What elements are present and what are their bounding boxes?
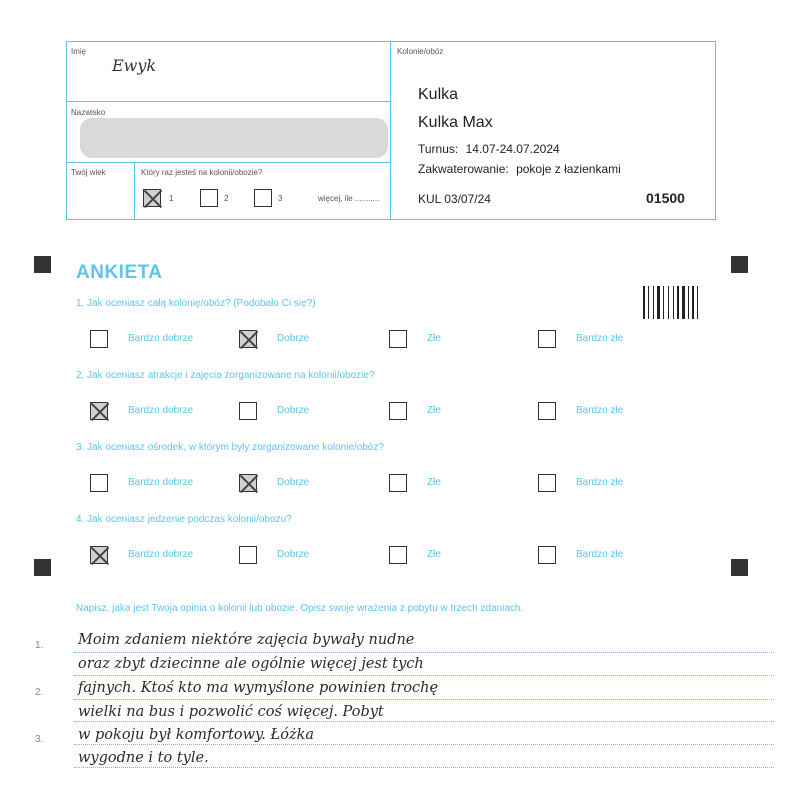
handwritten-comment-line: wygodne i to tyle. — [78, 750, 209, 766]
question-3-checkbox-3[interactable] — [389, 474, 407, 492]
times-option-2: 2 — [224, 194, 229, 203]
writing-line — [74, 767, 774, 768]
header-divider — [390, 41, 391, 220]
accommodation-label: Zakwaterowanie: — [418, 162, 509, 176]
header-age-divider — [134, 162, 135, 220]
times-checkbox-1[interactable] — [143, 189, 161, 207]
survey-title: ANKIETA — [76, 262, 163, 283]
handwritten-comment-line: fajnych. Ktoś kto ma wymyślone powinien trochę — [78, 680, 439, 696]
question-3-option-label: Bardzo dobrze — [128, 477, 194, 488]
registration-marker-br — [731, 559, 748, 576]
question-1-checkbox-2[interactable] — [239, 330, 257, 348]
line-number: 1. — [35, 640, 44, 651]
question-4-checkbox-1[interactable] — [90, 546, 108, 564]
turnus-row — [418, 142, 560, 156]
question-3-option-label: Dobrze — [277, 477, 310, 488]
question-1-option-label: Złe — [427, 333, 441, 344]
handwritten-comment-line: Moim zdaniem niektóre zajęcia bywały nudne — [78, 632, 415, 648]
question-3-option-label: Złe — [427, 477, 441, 488]
registration-marker-tr — [731, 256, 748, 273]
question-2-text: 2. Jak oceniasz atrakcje i zajęcia zorganizowane na kolonii/obozie? — [76, 370, 375, 381]
header-row-line-1 — [66, 101, 390, 102]
camp-subname: Kulka Max — [418, 114, 493, 131]
times-checkbox-2[interactable] — [200, 189, 218, 207]
question-4-text: 4. Jak oceniasz jedzenie podczas kolonii/obozu? — [76, 514, 292, 525]
turnus-value: 14.07-24.07.2024 — [465, 142, 560, 156]
question-3-text: 3. Jak oceniasz ośrodek, w którym były zorganizowane kolonie/obóz? — [76, 442, 384, 453]
turnus-label: Turnus: — [418, 142, 459, 156]
first-name-value: Ewyk — [112, 56, 157, 75]
registration-marker-tl — [34, 256, 51, 273]
handwritten-comment-line: w pokoju był komfortowy. Łóżka — [78, 727, 315, 743]
question-2-option-label: Bardzo złe — [576, 405, 624, 416]
camp-code: KUL 03/07/24 — [418, 192, 491, 206]
redacted-last-name — [80, 118, 388, 158]
question-2-checkbox-4[interactable] — [538, 402, 556, 420]
which-time-label: Który raz jesteś na kolonii/obozie? — [141, 168, 263, 177]
opinion-prompt: Napisz, jaka jest Twoja opinia o kolonii lub obozie. Opisz swoje wrażenia z pobytu w trzech zdaniach. — [76, 603, 524, 614]
question-4-checkbox-3[interactable] — [389, 546, 407, 564]
question-2-option-label: Złe — [427, 405, 441, 416]
times-option-3: 3 — [278, 194, 283, 203]
camp-label: Kolonie/obóz — [397, 47, 444, 56]
writing-line — [74, 652, 774, 653]
last-name-label: Nazwisko — [71, 108, 106, 117]
question-4-option-label: Bardzo dobrze — [128, 549, 194, 560]
question-2-checkbox-3[interactable] — [389, 402, 407, 420]
times-more-label: więcej, ile ........... — [318, 194, 380, 203]
times-option-1: 1 — [169, 194, 174, 203]
question-4-checkbox-2[interactable] — [239, 546, 257, 564]
question-1-checkbox-4[interactable] — [538, 330, 556, 348]
handwritten-comment-line: wielki na bus i pozwolić coś więcej. Pobyt — [78, 704, 384, 720]
accommodation-value: pokoje z łazienkami — [516, 162, 621, 176]
times-checkbox-3[interactable] — [254, 189, 272, 207]
line-number: 3. — [35, 734, 44, 745]
question-1-text: 1. Jak oceniasz całą kolonię/obóz? (Podobało Ci się?) — [76, 298, 316, 309]
handwritten-comment-line: oraz zbyt dziecinne ale ogólnie więcej jest tych — [78, 656, 424, 672]
barcode — [643, 286, 699, 319]
question-4-option-label: Dobrze — [277, 549, 310, 560]
writing-line — [74, 744, 774, 745]
question-1-checkbox-1[interactable] — [90, 330, 108, 348]
question-2-option-label: Dobrze — [277, 405, 310, 416]
question-3-checkbox-2[interactable] — [239, 474, 257, 492]
question-1-option-label: Bardzo złe — [576, 333, 624, 344]
question-3-checkbox-1[interactable] — [90, 474, 108, 492]
question-1-checkbox-3[interactable] — [389, 330, 407, 348]
camp-name: Kulka — [418, 86, 459, 103]
age-label: Twój wiek — [71, 168, 106, 177]
question-3-option-label: Bardzo złe — [576, 477, 624, 488]
question-1-option-label: Dobrze — [277, 333, 310, 344]
question-4-option-label: Złe — [427, 549, 441, 560]
question-2-checkbox-1[interactable] — [90, 402, 108, 420]
question-4-checkbox-4[interactable] — [538, 546, 556, 564]
writing-line — [74, 675, 774, 676]
question-2-option-label: Bardzo dobrze — [128, 405, 194, 416]
writing-line — [74, 721, 774, 722]
line-number: 2. — [35, 687, 44, 698]
registration-marker-bl — [34, 559, 51, 576]
accommodation-row — [418, 162, 621, 176]
form-number: 01500 — [646, 190, 685, 206]
question-2-checkbox-2[interactable] — [239, 402, 257, 420]
header-row-line-2 — [66, 162, 390, 163]
question-4-option-label: Bardzo złe — [576, 549, 624, 560]
question-3-checkbox-4[interactable] — [538, 474, 556, 492]
first-name-label: Imię — [71, 47, 87, 56]
writing-line — [74, 699, 774, 700]
question-1-option-label: Bardzo dobrze — [128, 333, 194, 344]
